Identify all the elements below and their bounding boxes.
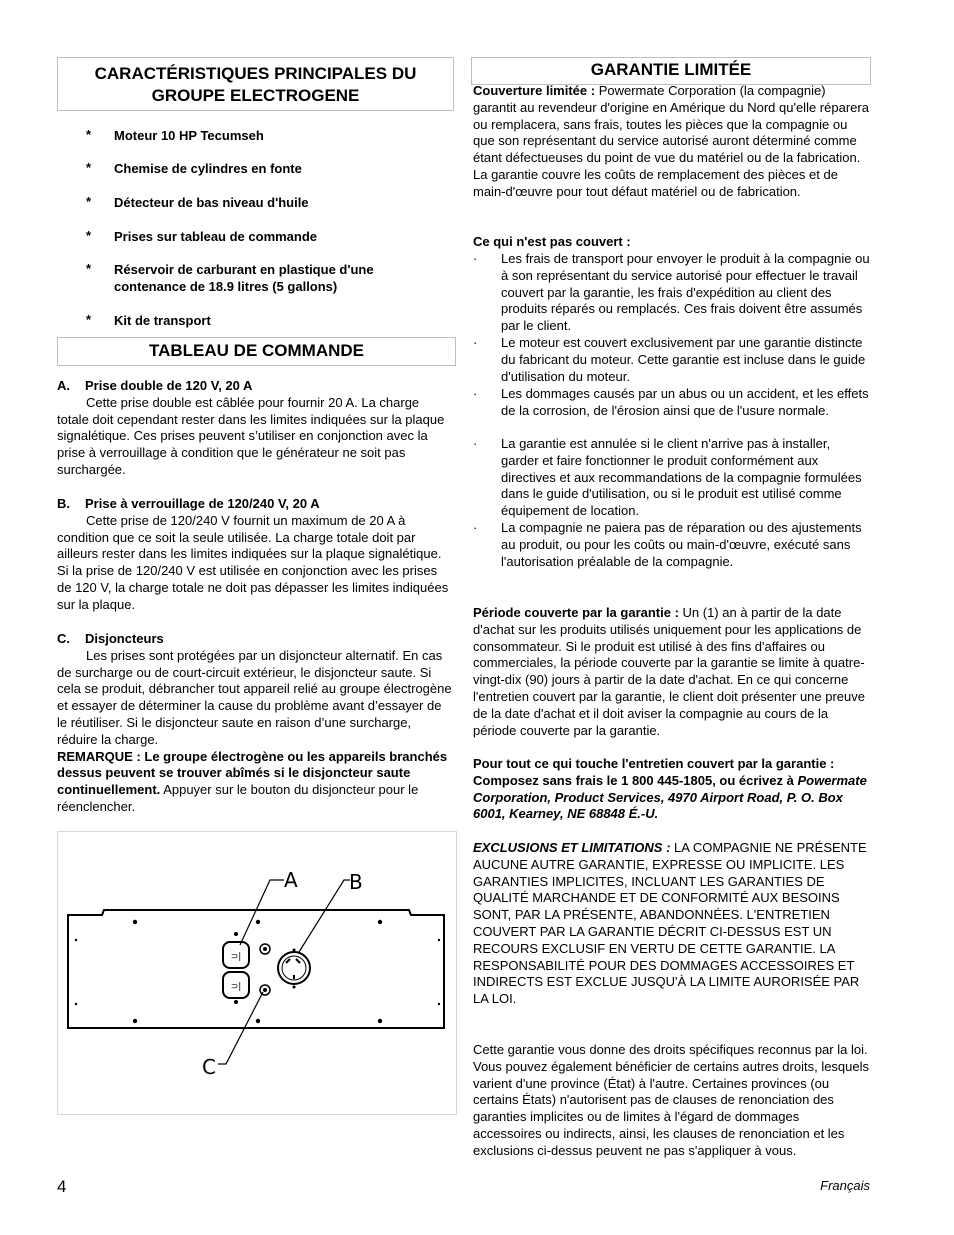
bullet-star: *: [86, 194, 92, 209]
section-c-title: Disjoncteurs: [85, 631, 164, 646]
feature-text: Moteur 10 HP Tecumseh: [114, 128, 264, 143]
list-item-text: La garantie est annulée si le client n'arrive pas à installer, garder et faire fonctionner le produit conformément aux directives et aux recommandations de la compagnie formulées dans le guide d'utilisation, ou si le produit est utilisé comme équipement de location.: [501, 436, 862, 519]
exclusions-text: LA COMPAGNIE NE PRÉSENTE AUCUNE AUTRE GARANTIE, EXPRESSE OU IMPLICITE. LES GARANTIES IMPLICITES, INCLUANT LES GARANTIES DE QUALITÉ MARCHANDE ET DE CONFORMITÉ AUX BESOINS SONT, PAR LA PRÉSENTE, ABANDONNÉES. L'ENTRETIEN COUVERT PAR LA GARANTIE DÉCRIT CI-DESSUS EST UN RECOURS EXCLUSIF EN VERTU DE CETTE GARANTIE. LA RESPONSABILITÉ POUR DES DOMMAGES ACCESSOIRES ET INDIRECTS EST EXCLUE JUSQU'À LA LIMITE AURORISÉE PAR LA LOI.: [473, 840, 867, 1007]
feature-text: Kit de transport: [114, 313, 211, 328]
list-item-text: La compagnie ne paiera pas de réparation ou des ajustements au produit, ou pour les coûts ou main-d'œuvre, exécuté sans l'autorisation préalable de la compagnie.: [501, 520, 862, 569]
section-b-title: Prise à verrouillage de 120/240 V, 20 A: [85, 496, 320, 511]
section-c: [57, 631, 452, 816]
panel-title-box: [57, 337, 456, 366]
period-label: Période couverte par la garantie :: [473, 605, 679, 620]
warranty-title: GARANTIE LIMITÉE: [590, 60, 752, 79]
section-b-label: B.: [57, 496, 70, 511]
remark-bold: REMARQUE : Le groupe électrogène ou les appareils branchés dessus peuvent se trouver abîmés si le disjoncteur saute continuellement.: [57, 748, 448, 798]
bullet-dot: ·: [473, 386, 478, 401]
section-a: [57, 378, 452, 479]
bullet-dot: ·: [473, 520, 478, 535]
section-a-body: Cette prise double est câblée pour fournir 20 A. La charge totale doit cependant rester dans les limites indiquées sur la plaque signalétique. Ces prises peuvent s’utiliser en conjonction avec la prise à verrouillage à condition que le générateur ne soit pas surchargée.: [57, 394, 445, 477]
control-panel-drawing: [58, 832, 456, 1114]
figure-label-a: A: [284, 868, 298, 892]
section-a-label: A.: [57, 378, 70, 393]
not-covered-title: Ce qui n'est pas couvert :: [473, 234, 631, 249]
section-b: [57, 496, 452, 614]
section-c-heading: [57, 631, 452, 648]
exclusions-paragraph: [473, 840, 871, 1008]
list-item-text: Le moteur est couvert exclusivement par une garantie distincte du fabricant du moteur. Cette garantie est incluse dans le guide d'utilisation du moteur.: [501, 335, 866, 384]
section-a-heading: [57, 378, 452, 395]
section-b-body: Cette prise de 120/240 V fournit un maximum de 20 A à condition que ce soit la seule utilisée. La charge totale doit par ailleurs rester dans les limites indiquées sur la plaque signalétique. Si la prise de 120/240 V est utilisée en conjonction avec les prises de 120 V, la charge totale ne doit pas dépasser les limites indiquées sur la plaque.: [57, 512, 449, 612]
exclusions-label: EXCLUSIONS ET LIMITATIONS :: [473, 840, 671, 855]
figure-label-b: B: [349, 870, 363, 894]
section-c-label: C.: [57, 631, 70, 646]
bullet-star: *: [86, 127, 92, 142]
remark: [57, 749, 452, 816]
feature-text: Réservoir de carburant en plastique d'une contenance de 18.9 litres (5 gallons): [114, 262, 374, 294]
figure-label-c: C: [202, 1055, 216, 1079]
feature-text: Prises sur tableau de commande: [114, 229, 318, 244]
section-b-heading: [57, 496, 452, 513]
bullet-star: *: [86, 261, 92, 276]
bullet-star: *: [86, 160, 92, 175]
page-number: 4: [57, 1177, 67, 1196]
coverage-label: Couverture limitée :: [473, 83, 596, 98]
bullet-dot: ·: [473, 251, 478, 266]
svg-text:⊃|: ⊃|: [230, 982, 242, 992]
features-title: CARACTÉRISTIQUES PRINCIPALES DU GROUPE ELECTROGENE: [94, 64, 417, 105]
section-c-body: Les prises sont protégées par un disjoncteur alternatif. En cas de surcharge ou de court-circuit extérieur, le disjoncteur saute. Si cela se produit, débrancher tout appareil relié au groupe électrogène et essayer de déterminer la cause du problème avant d’essayer de le réutiliser. Si le disjoncteur saute en raison d’une surcharge, réduire la charge.: [57, 647, 452, 747]
feature-text: Chemise de cylindres en fonte: [114, 161, 302, 176]
coverage-text: Powermate Corporation (la compagnie) garantit au revendeur d'origine en Amérique du Nord qu'elle réparera ou remplacera, sans frais, toutes les pièces que la compagnie ou que son représentant du service autorisé auront déterminé comme étant défectueuses du point de vue du matériel ou de la fabrication. La garantie couvre les coûts de remplacement des pièces et de main-d'œuvre pour tout défaut matériel ou de fabrication.: [473, 83, 869, 199]
rights-paragraph: Cette garantie vous donne des droits spécifiques reconnus par la loi. Vous pouvez également bénéficier de certains autres droits, lesquels varient d'une province (État) à l'autre. Certaines provinces (ou certains États) n'autorisent pas de clauses de renonciation des garanties implicites ou de limites à l'égard de dommages accessoires ou indirects, ainsi, les clauses de renonciation et les exclusions ci-dessus peuvent ne pas s'appliquer à vous.: [473, 1042, 870, 1158]
warranty-title-box: [471, 57, 871, 85]
coverage-paragraph: [473, 83, 871, 201]
list-item-text: Les frais de transport pour envoyer le produit à la compagnie ou à son représentant du service autorisé pour effectuer le travail couvert par la garantie, les frais d'expédition au client des produits réparés ou remplacés. Ces frais doivent être assumés par le client.: [501, 251, 870, 334]
period-paragraph: [473, 605, 871, 739]
bullet-star: *: [86, 312, 92, 327]
section-a-title: Prise double de 120 V, 20 A: [85, 378, 253, 393]
bullet-star: *: [86, 228, 92, 243]
bullet-dot: ·: [473, 335, 478, 350]
contact-bold: Pour tout ce qui touche l'entretien couvert par la garantie : Composez sans frais le 1 800 445-1805, ou écrivez à: [473, 756, 835, 788]
contact-paragraph: [473, 756, 871, 823]
svg-text:⊃|: ⊃|: [230, 952, 242, 962]
period-text: Un (1) an à partir de la date d'achat sur les produits utilisés uniquement pour les applications de consommateur. Si le produit est utilisé à des fins d'affaires ou commerciales, la période couverte par la garantie se limite à quatre-vingt-dix (90) jours à partir de la date d'achat. En ce qui concerne l'entretien couvert par la garantie, le client doit présenter une preuve de la date d'achat et il doit aviser la compagnie au cours de la période couverte par la garantie.: [473, 605, 865, 738]
contact-address: Powermate Corporation, Product Services, 4970 Airport Road, P. O. Box 6001, Kearney, NE 68848 É.-U.: [473, 772, 867, 822]
feature-text: Détecteur de bas niveau d'huile: [114, 195, 309, 210]
panel-title: TABLEAU DE COMMANDE: [148, 341, 364, 360]
remark-rest: Appuyer sur le bouton du disjoncteur pour le réenclencher.: [57, 782, 419, 814]
language-label: Français: [820, 1178, 870, 1193]
list-item-text: Les dommages causés par un abus ou un accident, et les effets de la corrosion, de l'érosion ainsi que de l'usure normale.: [501, 386, 869, 418]
features-title-box: [57, 57, 454, 111]
bullet-dot: ·: [473, 436, 478, 451]
control-panel-figure: [57, 831, 457, 1115]
